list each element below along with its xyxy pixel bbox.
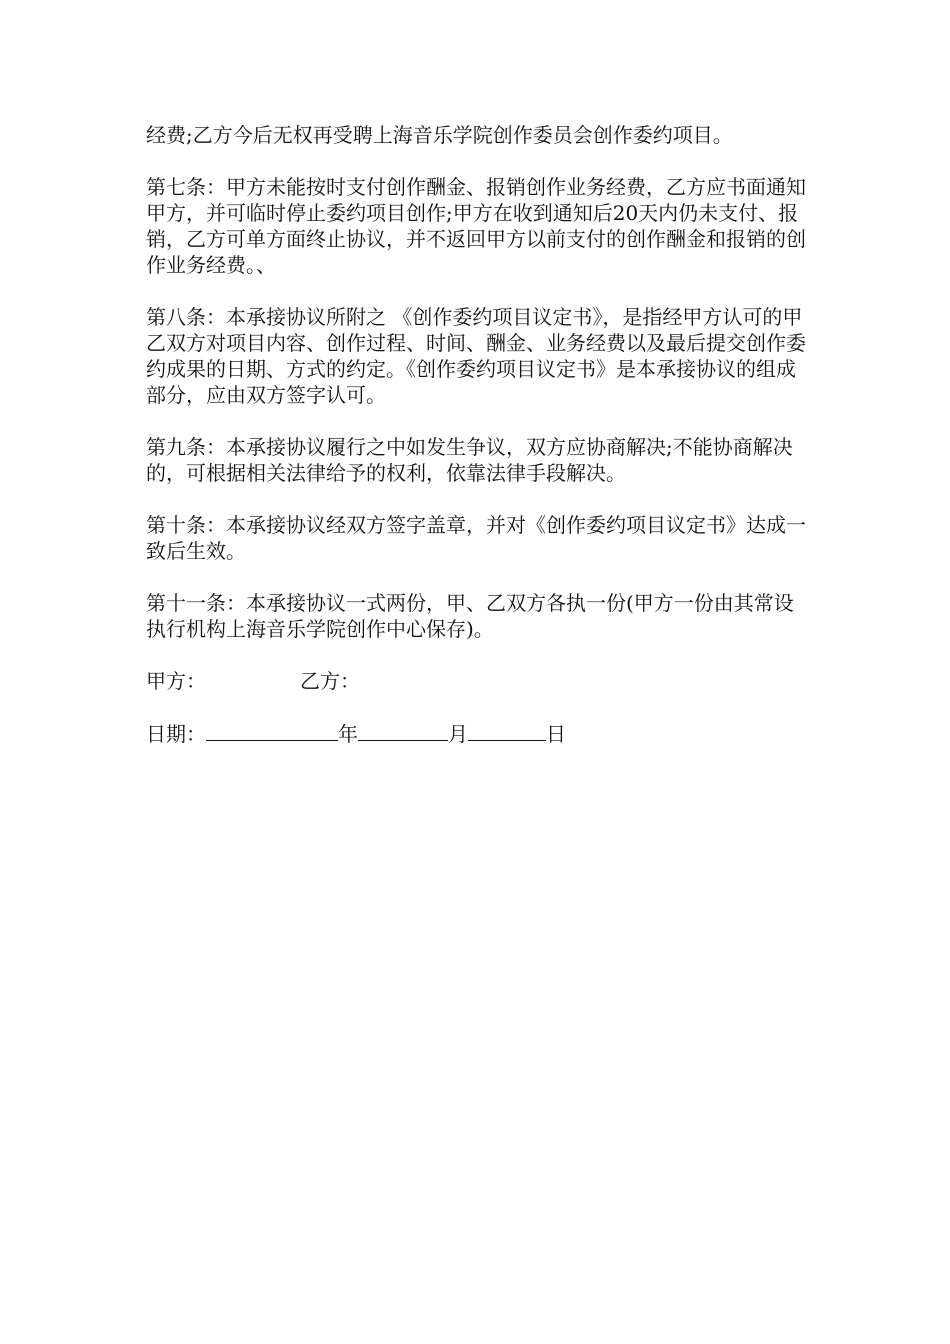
year-blank <box>206 720 338 741</box>
article-8: 第八条：本承接协议所附之 《创作委约项目议定书》，是指经甲方认可的甲乙双方对项目内容、创作过程、时间、酬金、业务经费以及最后提交创作委约成果的日期、方式的约定。《创作委约项目议定书》是本承接协议的组成部分，应由双方签字认可。 <box>146 305 806 407</box>
month-blank <box>358 720 448 741</box>
signature-row <box>146 668 810 694</box>
article-9: 第九条：本承接协议履行之中如发生争议，双方应协商解决;不能协商解决的，可根据相关法律给予的权利，依靠法律手段解决。 <box>146 435 793 485</box>
day-label: 日 <box>546 722 566 746</box>
day-blank <box>468 720 546 741</box>
document-page <box>146 122 810 747</box>
paragraph-continuation: 经费;乙方今后无权再受聘上海音乐学院创作委员会创作委约项目。 <box>146 123 733 147</box>
article-7: 第七条：甲方未能按时支付创作酬金、报销创作业务经费，乙方应书面通知甲方，并可临时停止委约项目创作;甲方在收到通知后20天内仍未支付、报销，乙方可单方面终止协议，并不返回甲方以前支付的创作酬金和报销的创作业务经费。、 <box>146 175 806 277</box>
date-row <box>146 720 810 747</box>
date-label: 日期： <box>146 722 206 746</box>
month-label: 月 <box>448 722 468 746</box>
year-label: 年 <box>338 722 358 746</box>
party-a-label: 甲方： <box>146 669 206 693</box>
party-b-label: 乙方： <box>300 669 360 693</box>
article-11: 第十一条：本承接协议一式两份，甲、乙双方各执一份(甲方一份由其常设执行机构上海音乐学院创作中心保存)。 <box>146 591 794 641</box>
article-10: 第十条：本承接协议经双方签字盖章，并对《创作委约项目议定书》达成一致后生效。 <box>146 513 806 563</box>
